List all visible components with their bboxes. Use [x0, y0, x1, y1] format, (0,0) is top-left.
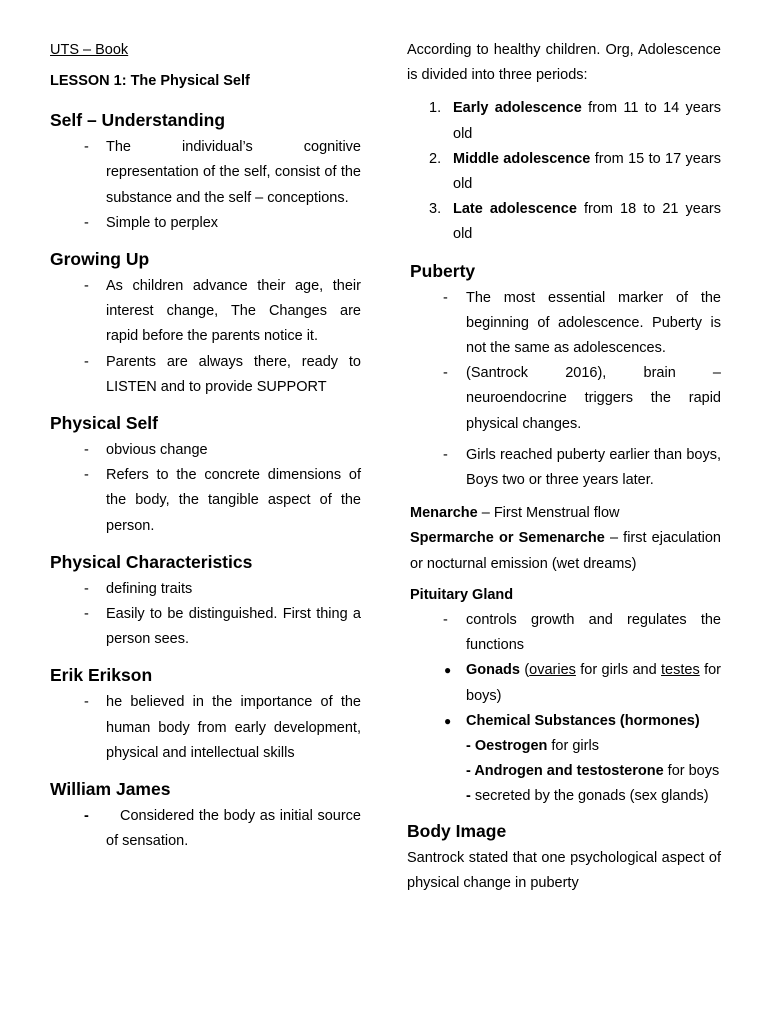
list-item: - Parents are always there, ready to LISTEN and to provide SUPPORT: [84, 353, 361, 395]
section-erik-erikson: [50, 664, 361, 766]
section-william-james: [50, 778, 361, 854]
body-image-text: Santrock stated that one psychological aspect of physical change in puberty: [407, 849, 721, 891]
chemical-substances-bullet: ● Chemical Substances (hormones): [407, 709, 721, 734]
section-heading: Puberty: [410, 260, 476, 281]
list-item: - Girls reached puberty earlier than boys, Boys two or three years later.: [443, 446, 721, 489]
pituitary-heading: Pituitary Gland: [410, 586, 514, 603]
section-physical-characteristics: [50, 551, 361, 653]
list-item: 1. Early adolescence from 11 to 14 years old: [429, 100, 721, 142]
intro-paragraph: According to healthy children. Org, Adolescence is divided into three periods:: [407, 42, 721, 84]
list-item: - obvious change: [84, 442, 208, 459]
list-item: - As children advance their age, their interest change, The Changes are rapid before the parents notice it.: [84, 278, 361, 345]
list-item: - Refers to the concrete dimensions of the body, the tangible aspect of the person.: [84, 467, 361, 534]
section-heading: Self – Understanding: [50, 110, 226, 131]
section-self-understanding: [50, 109, 361, 236]
section-heading: Body Image: [407, 820, 507, 841]
androgen-line: - Androgen and testosterone for boys: [466, 763, 720, 780]
list-item: - Simple to perplex: [84, 214, 219, 231]
right-column: [407, 38, 721, 896]
list-item: - defining traits: [84, 580, 193, 597]
list-item: - (Santrock 2016), brain – neuroendocrine triggers the rapid physical changes.: [443, 365, 721, 432]
list-item: 3. Late adolescence from 18 to 21 years old: [429, 201, 721, 243]
section-puberty: [407, 260, 721, 494]
periods-list: [407, 96, 721, 247]
section-heading: Physical Self: [50, 413, 158, 434]
secreted-line: - secreted by the gonads (sex glands): [466, 788, 709, 805]
section-body-image: [407, 820, 721, 896]
section-physical-self: [50, 412, 361, 539]
list-item: - Considered the body as initial source of sensation.: [84, 808, 361, 850]
lesson-title: LESSON 1: The Physical Self: [50, 73, 250, 90]
list-item: - controls growth and regulates the functions: [443, 612, 721, 654]
bullet-icon: ●: [444, 713, 452, 728]
list-item: 2. Middle adolescence from 15 to 17 years old: [429, 150, 721, 193]
list-item: - he believed in the importance of the human body from early development, physical and intellectual skills: [84, 694, 361, 761]
left-column: [50, 38, 361, 854]
section-heading: Growing Up: [50, 249, 150, 270]
section-growing-up: [50, 248, 361, 400]
spermarche-definition: Spermarche or Semenarche – first ejaculation or nocturnal emission (wet dreams): [410, 530, 721, 572]
section-heading: William James: [50, 779, 171, 800]
list-item: - The most essential marker of the beginning of adolescence. Puberty is not the same as adolescences.: [443, 289, 721, 357]
gonads-bullet: ● Gonads (ovaries for girls and testes for boys): [407, 658, 721, 708]
list-item: - Easily to be distinguished. First thing a person sees.: [84, 606, 361, 648]
list-item: - The individual’s cognitive representation of the self, consist of the substance and the self – conceptions.: [84, 139, 361, 206]
section-heading: Physical Characteristics: [50, 551, 253, 572]
bullet-icon: ●: [444, 663, 452, 678]
menarche-definition: Menarche – First Menstrual flow: [410, 505, 620, 522]
section-heading: Erik Erikson: [50, 665, 153, 686]
document-title: UTS – Book: [50, 42, 129, 58]
oestrogen-line: - Oestrogen for girls: [466, 738, 599, 755]
